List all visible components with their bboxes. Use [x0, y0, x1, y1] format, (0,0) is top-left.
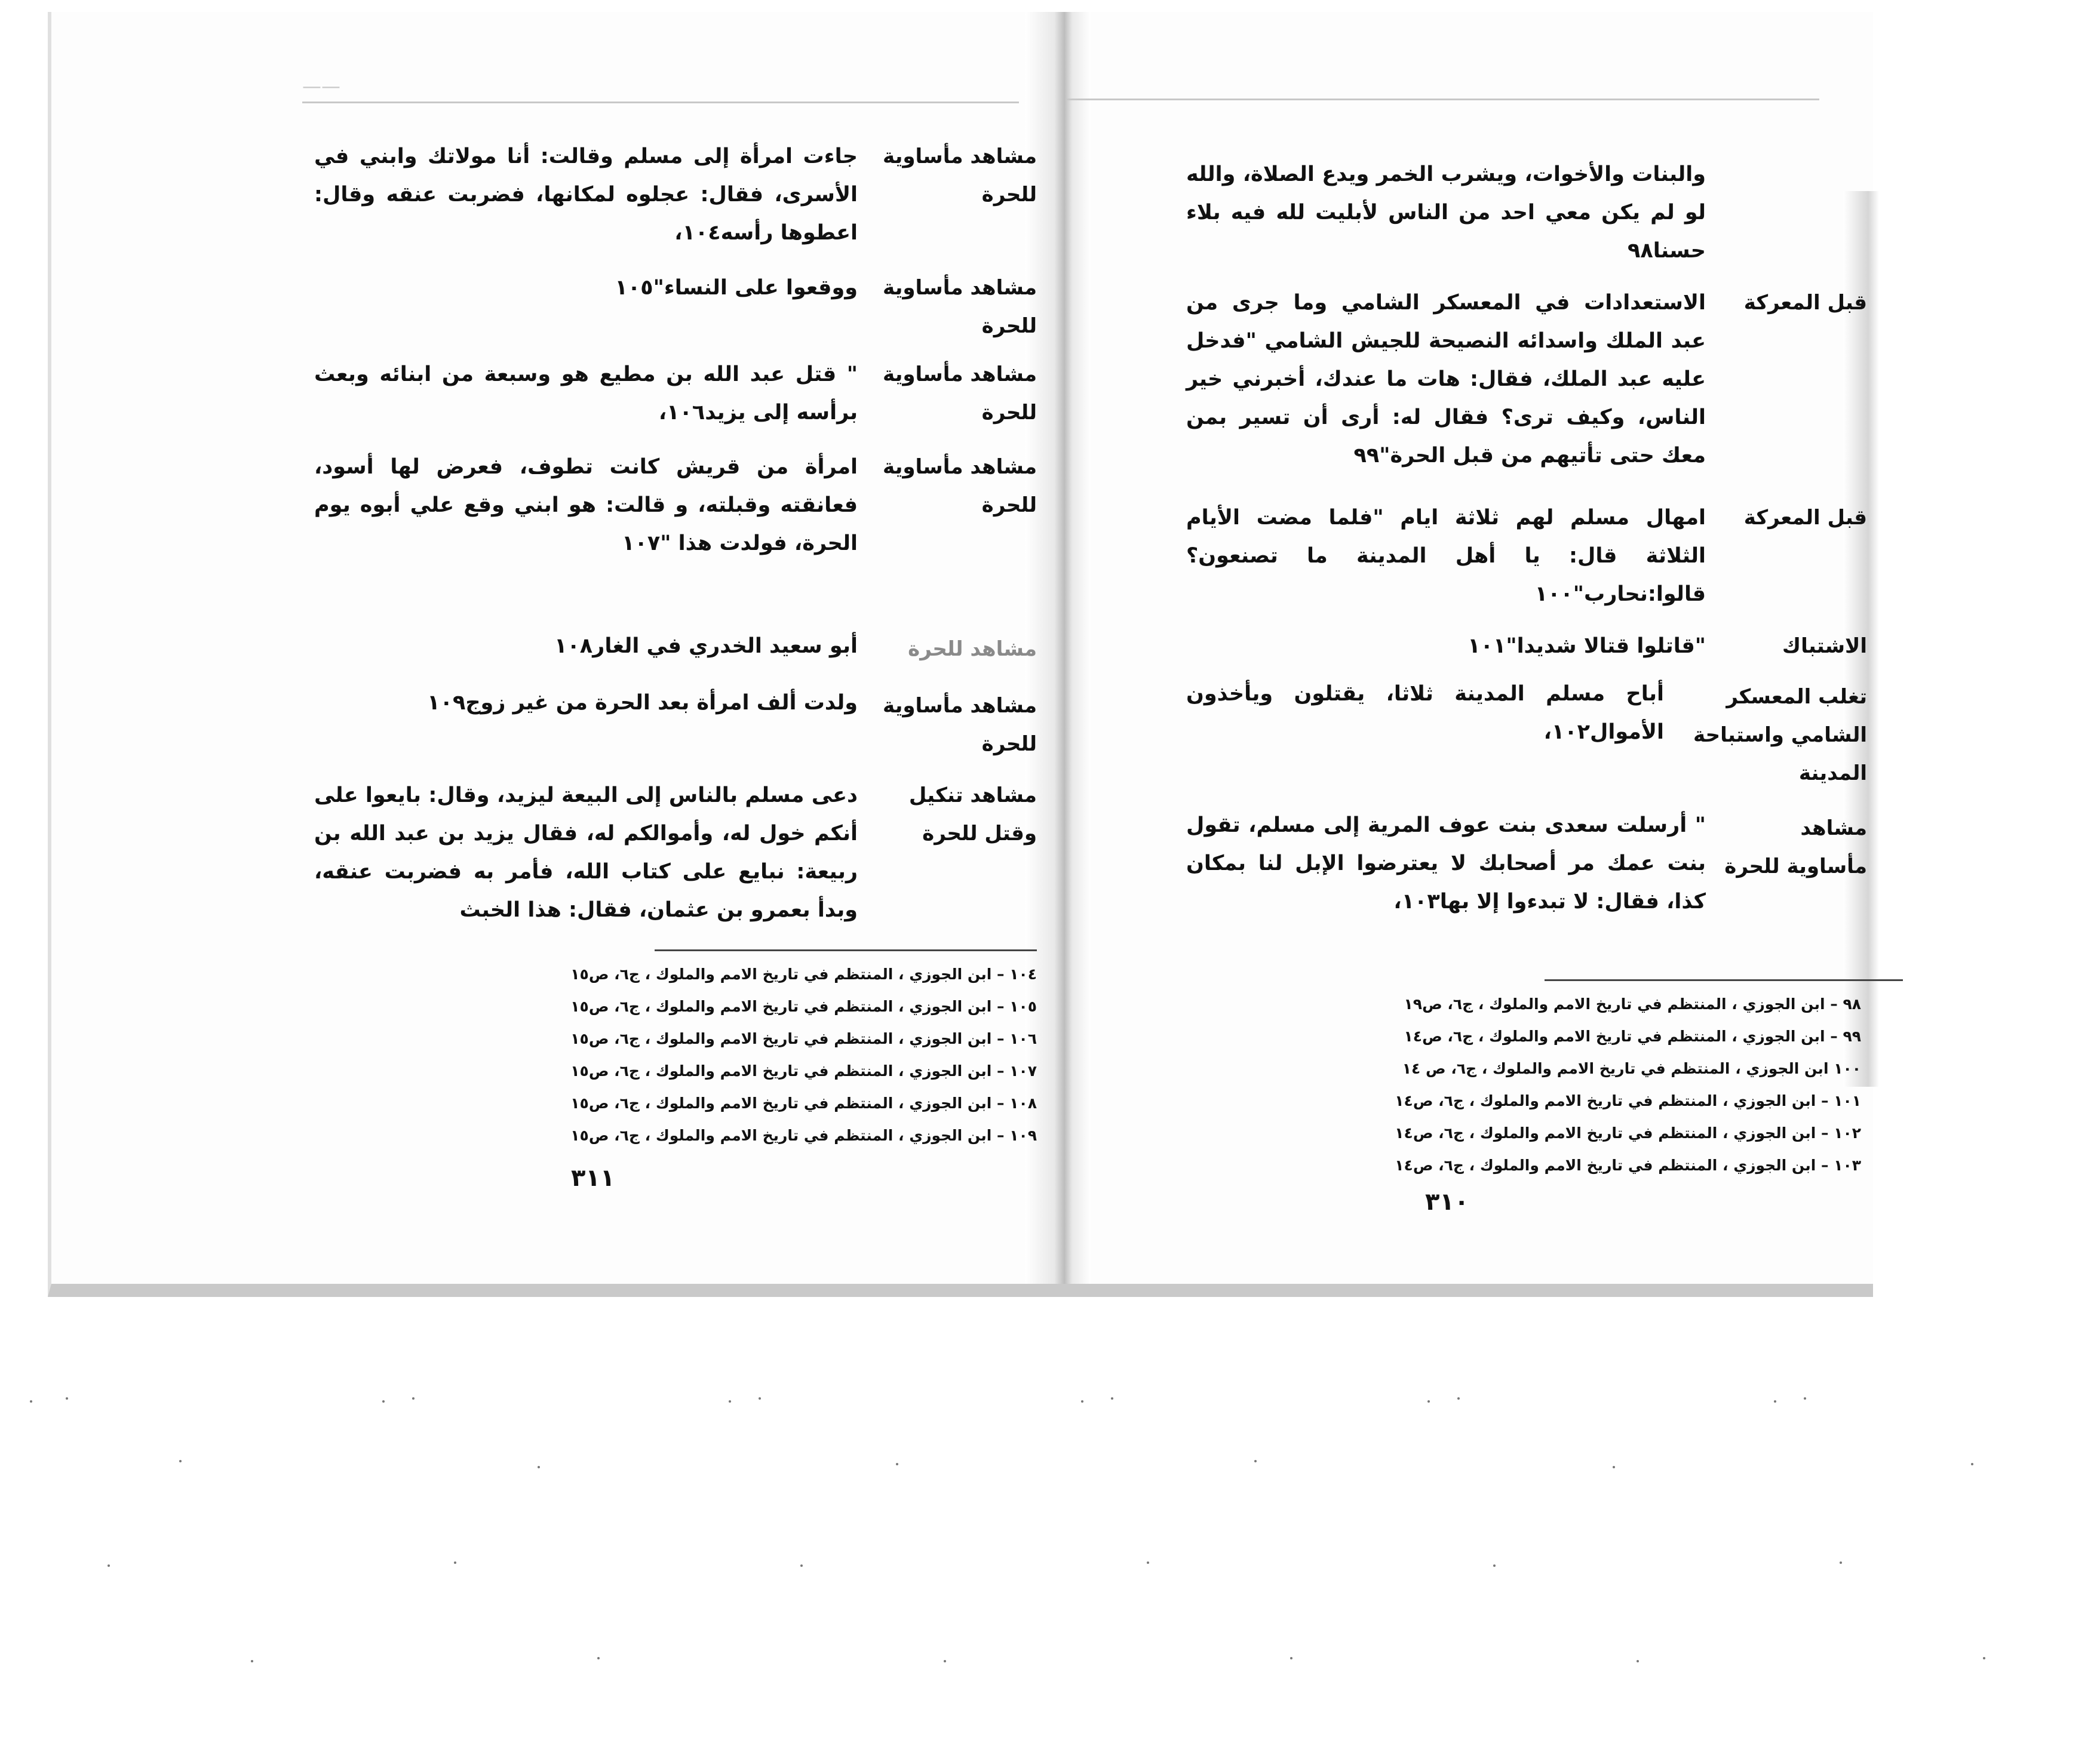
- speckle: [251, 1660, 253, 1662]
- footnote: ٩٩ – ابن الجوزي ، المنتظم في تاريخ الامم والملوك ، ج٦، ص١٤: [1404, 1028, 1861, 1045]
- row-label: مشاهد للحرة: [908, 637, 1037, 661]
- row-text: امرأة من قريش كانت تطوف، فعرض لها أسود، فعانقته وقبلته، و قالت: هو ابني وقع علي أبوه يوم الحرة، فولدت هذا "١٠٧: [314, 455, 858, 555]
- speckle: [1840, 1561, 1842, 1564]
- book-spread: [48, 12, 1873, 1297]
- speckle: [1290, 1657, 1292, 1659]
- row-label: مشاهد مأساوية للحرة: [1724, 816, 1867, 878]
- speckle: [759, 1397, 761, 1400]
- speckle: [729, 1400, 731, 1403]
- speckle: [1493, 1564, 1496, 1567]
- speckle: [1613, 1466, 1615, 1468]
- running-header-rule: [1067, 99, 1819, 100]
- row-label: مشاهد مأساوية للحرة: [882, 145, 1037, 207]
- row-text: " أرسلت سعدى بنت عوف المرية إلى مسلم، تقول بنت عمك مر أصحابك لا يعترضوا الإبل لنا بمكان كذا، فقال: لا تبدءوا إلا بها١٠٣،: [1186, 813, 1706, 914]
- footnote-rule: [655, 949, 1037, 951]
- row-text: أباح مسلم المدينة ثلاثا، يقتلون ويأخذون الأموال١٠٢،: [1186, 682, 1664, 744]
- row-label: مشاهد مأساوية للحرة: [882, 362, 1037, 425]
- speckle: [597, 1657, 600, 1659]
- row-text: الاستعدادات في المعسكر الشامي وما جرى من عبد الملك واسدائه النصيحة للجيش الشامي "فدخل عليه عبد الملك، فقال: هات ما عندك، أخبرني خير الناس، وكيف ترى؟ فقال له: أرى أن تسير بمن معك حتى تأتيهم من قبل الحرة"٩٩: [1186, 291, 1706, 468]
- row-text: ووقعوا على النساء"١٠٥: [615, 276, 858, 300]
- page-number: ٣١٠: [1425, 1188, 1469, 1216]
- row-text: جاءت امرأة إلى مسلم وقالت: أنا مولاتك وابني في الأسرى، فقال: عجلوه لمكانها، فضربت عنقه وقال: اعطوها رأسه١٠٤،: [314, 145, 858, 245]
- footnote: ٩٨ – ابن الجوزي ، المنتظم في تاريخ الامم والملوك ، ج٦، ص١٩: [1404, 995, 1861, 1013]
- speckle: [454, 1561, 456, 1564]
- running-header: ——: [302, 75, 340, 97]
- speckle: [800, 1564, 803, 1567]
- speckle: [179, 1460, 182, 1462]
- footnote: ١٠٣ – ابن الجوزي ، المنتظم في تاريخ الامم والملوك ، ج٦، ص١٤: [1395, 1157, 1861, 1174]
- speckle: [538, 1466, 540, 1468]
- row-label: مشاهد مأساوية للحرة: [882, 455, 1037, 517]
- row-text: دعى مسلم بالناس إلى البيعة ليزيد، وقال: بايعوا على أنكم خول له، وأموالكم له، فقال يزيد بن عبد الله بن ربيعة: نبايع على كتاب الله، فأمر به فضربت عنقه، وبدأ بعمرو بن عثمان، فقال: هذا الخبث: [314, 783, 858, 922]
- row-text: ولدت ألف امرأة بعد الحرة من غير زوج١٠٩: [427, 691, 858, 715]
- row-text: أبو سعيد الخدري في الغار١٠٨: [554, 634, 858, 658]
- speckle: [1637, 1660, 1639, 1662]
- footnote: ١٠٩ – ابن الجوزي ، المنتظم في تاريخ الامم والملوك ، ج٦، ص١٥: [570, 1127, 1037, 1144]
- speckle: [896, 1463, 898, 1465]
- speckle: [1254, 1460, 1257, 1462]
- speckle: [1971, 1463, 1973, 1465]
- page-310: [1067, 12, 1873, 1284]
- row-label: قبل المعركة: [1743, 291, 1867, 315]
- speckle: [30, 1400, 32, 1403]
- speckle: [412, 1397, 415, 1400]
- footnote-rule: [1545, 979, 1903, 981]
- row-label: قبل المعركة: [1743, 506, 1867, 530]
- speckle: [382, 1400, 385, 1403]
- footnote: ١٠٧ – ابن الجوزي ، المنتظم في تاريخ الامم والملوك ، ج٦، ص١٥: [570, 1062, 1037, 1080]
- row-text: " قتل عبد الله بن مطيع هو وسبعة من ابنائه وبعث برأسه إلى يزيد١٠٦،: [314, 362, 858, 425]
- footnote: ١٠٥ – ابن الجوزي ، المنتظم في تاريخ الامم والملوك ، ج٦، ص١٥: [570, 998, 1037, 1015]
- footnote: ١٠٢ – ابن الجوزي ، المنتظم في تاريخ الامم والملوك ، ج٦، ص١٤: [1395, 1124, 1861, 1142]
- running-header-rule: [302, 102, 1019, 103]
- row-label: تغلب المعسكر الشامي واستباحة المدينة: [1693, 685, 1867, 785]
- speckle: [66, 1397, 68, 1400]
- page-311: [51, 12, 1043, 1284]
- speckle: [944, 1660, 946, 1662]
- speckle: [1457, 1397, 1460, 1400]
- row-text: والبنات والأخوات، ويشرب الخمر ويدع الصلاة، والله لو لم يكن معي احد من الناس لأبليت لله فيه بلاء حسنا٩٨: [1186, 162, 1706, 263]
- footnote: ١٠٦ – ابن الجوزي ، المنتظم في تاريخ الامم والملوك ، ج٦، ص١٥: [570, 1030, 1037, 1047]
- speckle: [1774, 1400, 1776, 1403]
- row-label: الاشتباك: [1782, 634, 1867, 658]
- speckle: [1804, 1397, 1806, 1400]
- footnote: ١٠٠ ابن الجوزي ، المنتظم في تاريخ الامم والملوك ، ج٦، ص ١٤: [1402, 1060, 1861, 1077]
- footnote: ١٠٨ – ابن الجوزي ، المنتظم في تاريخ الامم والملوك ، ج٦، ص١٥: [570, 1095, 1037, 1112]
- footnote: ١٠١ – ابن الجوزي ، المنتظم في تاريخ الامم والملوك ، ج٦، ص١٤: [1395, 1092, 1861, 1109]
- speckle: [108, 1564, 110, 1567]
- speckle: [1111, 1397, 1113, 1400]
- speckle: [1427, 1400, 1430, 1403]
- footnote: ١٠٤ – ابن الجوزي ، المنتظم في تاريخ الامم والملوك ، ج٦، ص١٥: [570, 966, 1037, 983]
- row-label: مشاهد مأساوية للحرة: [882, 276, 1037, 338]
- page-number: ٣١١: [571, 1164, 615, 1192]
- speckle: [1983, 1657, 1985, 1659]
- row-label: مشاهد مأساوية للحرة: [882, 694, 1037, 756]
- row-text: امهال مسلم لهم ثلاثة ايام "فلما مضت الأيام الثلاثة قال: يا أهل المدينة ما تصنعون؟ قالوا:نحارب"١٠٠: [1186, 506, 1706, 606]
- row-label: مشاهد تنكيل وقتل للحرة: [908, 783, 1037, 846]
- speckle: [1081, 1400, 1083, 1403]
- row-text: "قاتلوا قتالا شديدا"١٠١: [1467, 634, 1706, 658]
- speckle: [1147, 1561, 1149, 1564]
